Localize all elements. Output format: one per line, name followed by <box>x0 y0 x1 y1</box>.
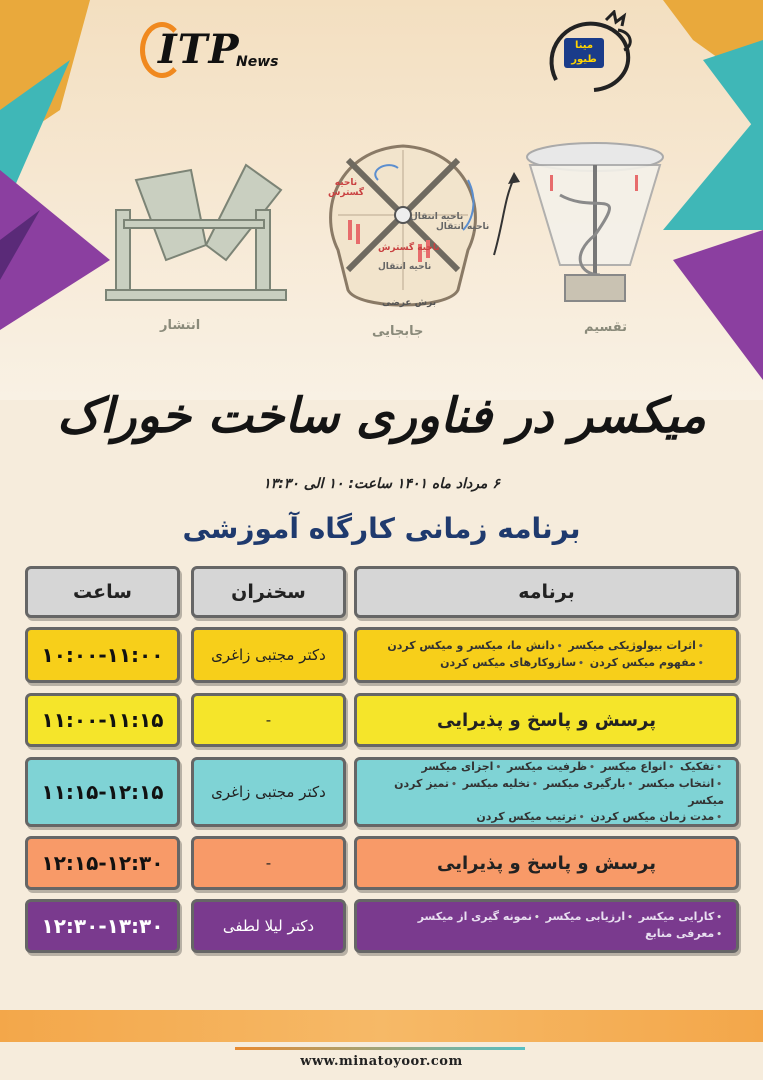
row-3-item: تمیز کردن میکسر <box>394 776 724 807</box>
row-3-item: بارگیری میکسر <box>543 776 626 790</box>
diagram-label-3: ناحیه گسترش <box>378 243 440 253</box>
header-time: ساعت <box>25 566 180 618</box>
row-1-item: دانش ما، میکسر و میکس کردن <box>387 639 555 652</box>
footer-divider <box>235 1047 525 1050</box>
footer-bar <box>0 1010 763 1042</box>
diagram-label-6: برش عرضی <box>382 298 437 308</box>
itp-news-logo <box>140 18 290 82</box>
table-row-4-program: پرسش و پاسخ و پذیرایی <box>354 836 739 890</box>
table-row-3-speaker: دکتر مجتبی زاغری <box>191 757 346 827</box>
caption-shear: تقسیم <box>584 320 627 335</box>
row-5-item: نمونه گیری از میکسر <box>417 910 533 923</box>
row-5-item: ارزیابی میکسر <box>545 910 626 923</box>
row-3-item: ظرفیت میکسر <box>507 759 588 773</box>
table-row-2-program: پرسش و پاسخ و پذیرایی <box>354 693 739 747</box>
row-3-item: انواع میکسر <box>600 759 667 773</box>
diagram-label-5: ناحیه انتقال <box>410 212 464 222</box>
mina-badge: مینا طیور <box>564 38 604 68</box>
row-3-item: تفکیک <box>680 759 715 773</box>
mina-toyoor-logo <box>536 10 636 96</box>
table-row-1-program <box>354 627 739 683</box>
table-row-1-speaker: دکتر مجتبی زاغری <box>191 627 346 683</box>
page-title: میکسر در فناوری ساخت خوراک <box>57 388 706 444</box>
diagram-label-4: ناحیه انتقال <box>378 262 432 272</box>
table-row-4-time: ۱۲:۱۵-۱۲:۳۰ <box>25 836 180 890</box>
schedule-title: برنامه زمانی کارگاه آموزشی <box>182 512 581 545</box>
header-program: برنامه <box>354 566 739 618</box>
website-url[interactable]: www.minatoyoor.com <box>300 1054 463 1069</box>
table-row-3-program <box>354 757 739 827</box>
table-row-1-time: ۱۰:۰۰-۱۱:۰۰ <box>25 627 180 683</box>
diagram-label-1: ناحیه گسترش <box>327 178 365 198</box>
row-1-item: اثرات بیولوژیکی میکسر <box>568 639 696 652</box>
itp-brand: ITP <box>158 26 240 73</box>
diagram-label-2: ناحیه انتقال <box>436 222 490 232</box>
row-3-item: مدت زمان میکس کردن <box>590 809 715 823</box>
table-row-5-time: ۱۲:۳۰-۱۳:۳۰ <box>25 899 180 953</box>
row-3-item: اجزای میکسر <box>421 759 494 773</box>
row-1-items: •اثرات بیولوژیکی میکسر •دانش ما، میکسر و میکس کردن •مفهوم میکس کردن •سازوکارهای میکس کردن <box>387 639 704 669</box>
table-row-5-speaker: دکتر لیلا لطفی <box>191 899 346 953</box>
header-speaker: سخنران <box>191 566 346 618</box>
table-row-3-time: ۱۱:۱۵-۱۲:۱۵ <box>25 757 180 827</box>
row-3-item: ترتیب میکس کردن <box>476 809 577 823</box>
caption-diffusion: انتشار <box>160 318 201 333</box>
table-row-2-time: ۱۱:۰۰-۱۱:۱۵ <box>25 693 180 747</box>
row-5-items: •کارایی میکسر •ارزیابی میکسر •نمونه گیری از میکسر •معرفی منابع <box>417 910 722 940</box>
v-mixer-illustration <box>96 150 296 310</box>
curve-arrow-icon <box>484 170 524 260</box>
row-5-item: معرفی منابع <box>645 927 715 940</box>
itp-news-label: News <box>236 54 279 70</box>
event-date: ۶ مرداد ماه ۱۴۰۱ ساعت: ۱۰ الی ۱۳:۳۰ <box>263 476 500 492</box>
table-row-4-speaker: - <box>191 836 346 890</box>
row-5-item: کارایی میکسر <box>638 910 715 923</box>
table-row-5-program <box>354 899 739 953</box>
row-1-item: سازوکارهای میکس کردن <box>440 656 577 669</box>
row-1-item: مفهوم میکس کردن <box>589 656 696 669</box>
row-3-item: تخلیه میکسر <box>462 776 530 790</box>
conical-mixer-illustration <box>520 135 670 315</box>
caption-convection: جابجایی <box>372 324 424 339</box>
row-3-items: •تفکیک •انواع میکسر •ظرفیت میکسر •اجزای میکسر •انتخاب میکسر •بارگیری میکسر •تخلیه میکسر •تمیز کردن میکسر •مدت زمان میکس کردن •ترتیب میکس کردن <box>394 759 724 823</box>
table-row-2-speaker: - <box>191 693 346 747</box>
row-3-item: انتخاب میکسر <box>639 776 715 790</box>
